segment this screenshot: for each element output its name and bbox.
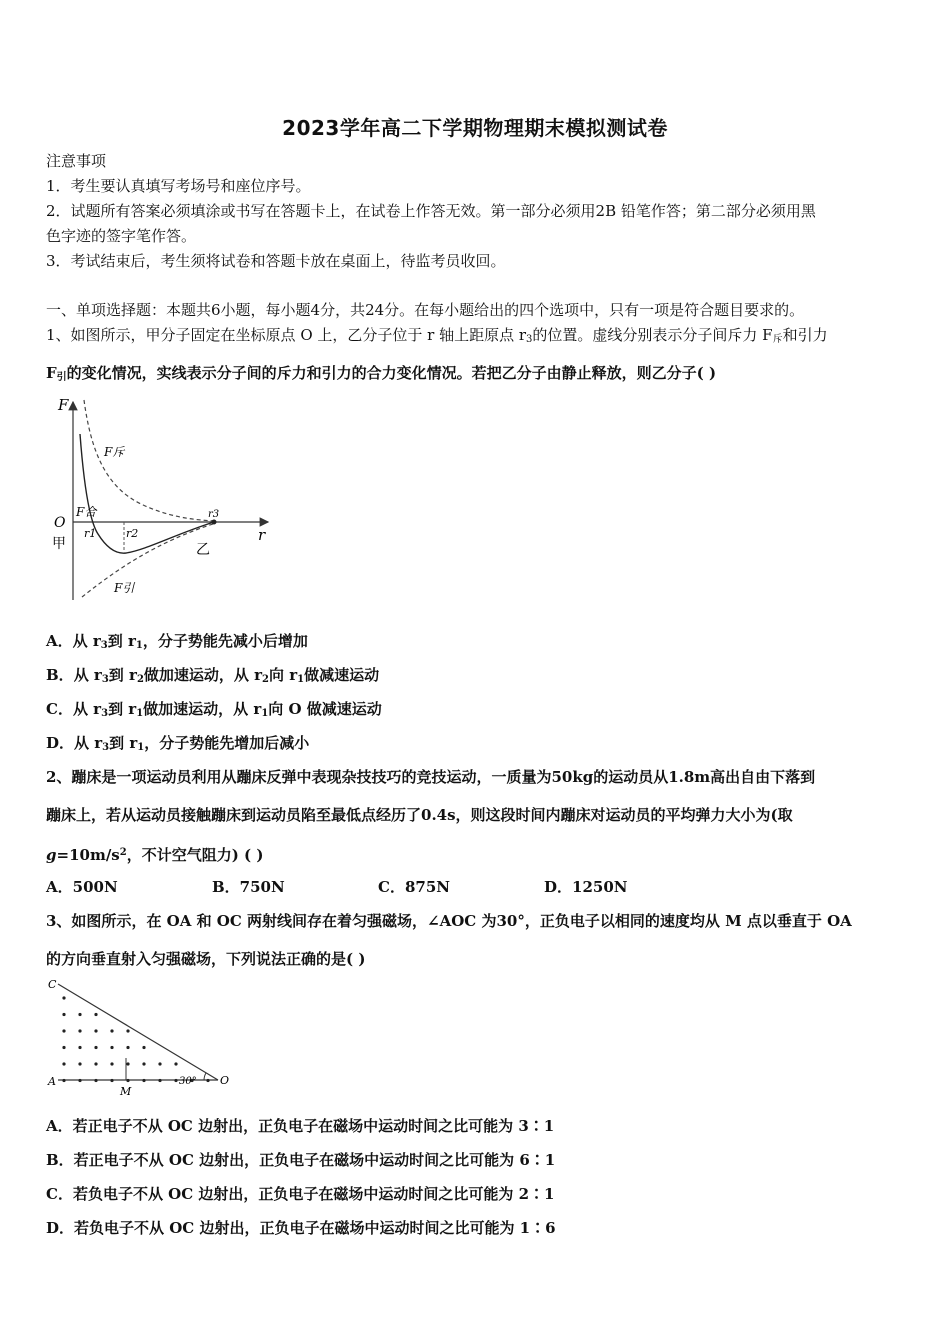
q2-option-d: D．1250N bbox=[544, 878, 628, 896]
r3-label: r3 bbox=[208, 509, 220, 520]
field-dot bbox=[174, 1079, 177, 1082]
molecule-yi bbox=[212, 520, 217, 525]
page-title: 2023学年高二下学期物理期末模拟测试卷 bbox=[282, 116, 668, 140]
field-dot bbox=[78, 1013, 81, 1016]
attractive-label: F引 bbox=[114, 581, 135, 595]
field-dot bbox=[78, 1079, 81, 1082]
q2-option-b: B．750N bbox=[212, 878, 285, 896]
attractive-force-curve bbox=[82, 523, 216, 597]
field-dot bbox=[158, 1062, 161, 1065]
field-dot bbox=[94, 1013, 97, 1016]
field-dot bbox=[94, 1046, 97, 1049]
origin-label: O bbox=[54, 515, 66, 531]
q1-option-d: D．从 $r_3$到 $r_1$，分子势能先增加后减小 bbox=[46, 734, 310, 753]
question-2-line-1: 2、蹦床是一项运动员利用从蹦床反弹中表现杂技技巧的竞技运动，一质量为50kg的运动员从1.8m高出自由下落到 bbox=[46, 768, 816, 786]
field-dot bbox=[126, 1079, 129, 1082]
field-dot bbox=[174, 1062, 177, 1065]
repulsive-force-curve bbox=[84, 400, 216, 521]
q3-option-a: A．若正电子不从 OC 边射出，正负电子在磁场中运动时间之比可能为 3∶1 bbox=[46, 1117, 555, 1135]
field-dot bbox=[78, 1062, 81, 1065]
field-dot bbox=[142, 1062, 145, 1065]
oc-ray bbox=[58, 984, 218, 1080]
field-dot bbox=[126, 1062, 129, 1065]
field-dots bbox=[62, 996, 209, 1082]
q3-option-c: C．若负电子不从 OC 边射出，正负电子在磁场中运动时间之比可能为 2∶1 bbox=[46, 1185, 555, 1203]
notice-item-2: 2．试题所有答案必须填涂或书写在答题卡上，在试卷上作答无效。第一部分必须用2B 铅笔作答；第二部分必须用黑 bbox=[46, 202, 816, 220]
field-dot bbox=[110, 1029, 113, 1032]
field-dot bbox=[62, 1062, 65, 1065]
question-2-line-3: $g=10m/s^2$，不计空气阻力) ( ) bbox=[46, 846, 264, 864]
question-3-line-2: 的方向垂直射入匀强磁场，下列说法正确的是( ) bbox=[46, 950, 366, 968]
field-dot bbox=[62, 1079, 65, 1082]
field-dot bbox=[142, 1079, 145, 1082]
field-dot bbox=[62, 1013, 65, 1016]
q2-option-c: C．875N bbox=[378, 878, 450, 896]
molecule-jia-label: 甲 bbox=[52, 536, 66, 552]
field-dot bbox=[110, 1046, 113, 1049]
point-a-label: A bbox=[48, 1075, 56, 1088]
notice-item-2-cont: 色字迹的签字笔作答。 bbox=[46, 227, 197, 245]
field-dot bbox=[110, 1079, 113, 1082]
question-3-line-1: 3、如图所示，在 OA 和 OC 两射线间存在着匀强磁场，∠AOC 为30°，正负电子以相同的速度均从 M 点以垂直于 OA bbox=[46, 912, 852, 930]
f-axis-label: F bbox=[58, 396, 69, 414]
question-1-line-1: 1、如图所示，甲分子固定在坐标原点 O 上，乙分子位于 r 轴上距原点 $r_3$的位置。虚线分别表示分子间斥力 $F_斥$和引力 bbox=[46, 326, 828, 345]
field-dot bbox=[110, 1062, 113, 1065]
field-dot bbox=[78, 1046, 81, 1049]
field-dot bbox=[94, 1029, 97, 1032]
field-dot bbox=[126, 1029, 129, 1032]
field-dot bbox=[62, 1029, 65, 1032]
question-2-line-2: 蹦床上，若从运动员接触蹦床到运动员陷至最低点经历了0.4s，则这段时间内蹦床对运动员的平均弹力大小为(取 bbox=[46, 806, 793, 824]
section-heading: 一、单项选择题：本题共6小题，每小题4分，共24分。在每小题给出的四个选项中，只有一项是符合题目要求的。 bbox=[46, 301, 805, 319]
point-c-label: C bbox=[48, 978, 57, 991]
r2-label: r2 bbox=[126, 527, 139, 540]
repulsive-label: F斥 bbox=[104, 445, 125, 459]
q1-option-b: B．从 $r_3$到 $r_2$做加速运动，从 $r_2$向 $r_1$做减速运动 bbox=[46, 666, 380, 685]
question-1-line-2: $F_引$的变化情况，实线表示分子间的斥力和引力的合力变化情况。若把乙分子由静止释放，则乙分子( ) bbox=[46, 364, 717, 383]
resultant-force-curve bbox=[80, 434, 214, 553]
resultant-label: F合 bbox=[76, 505, 97, 519]
point-o-label: O bbox=[220, 1074, 230, 1087]
molecule-yi-label: 乙 bbox=[196, 542, 210, 558]
q1-option-c: C．从 $r_3$到 $r_1$做加速运动，从 $r_1$向 O 做减速运动 bbox=[46, 700, 382, 719]
notice-item-1: 1．考生要认真填写考场号和座位序号。 bbox=[46, 177, 311, 195]
magnetic-field-diagram bbox=[46, 974, 236, 1100]
point-m-label: M bbox=[120, 1085, 132, 1098]
field-dot bbox=[158, 1079, 161, 1082]
q2-option-a: A．500N bbox=[46, 878, 118, 896]
r-axis-label: r bbox=[258, 526, 266, 544]
notice-heading: 注意事项 bbox=[46, 152, 107, 170]
angle-label: 30° bbox=[179, 1076, 197, 1087]
field-dot bbox=[142, 1046, 145, 1049]
molecular-force-graph bbox=[46, 392, 276, 612]
q1-option-a: A．从 $r_3$到 $r_1$，分子势能先减小后增加 bbox=[46, 632, 308, 651]
q3-option-b: B．若正电子不从 OC 边射出，正负电子在磁场中运动时间之比可能为 6∶1 bbox=[46, 1151, 556, 1169]
r1-label: r1 bbox=[84, 527, 97, 540]
field-dot bbox=[94, 1079, 97, 1082]
field-dot bbox=[62, 996, 65, 999]
angle-arc bbox=[204, 1073, 206, 1080]
field-dot bbox=[62, 1046, 65, 1049]
notice-item-3: 3．考试结束后，考生须将试卷和答题卡放在桌面上，待监考员收回。 bbox=[46, 252, 506, 270]
field-dot bbox=[78, 1029, 81, 1032]
q2-options bbox=[46, 876, 710, 898]
q3-option-d: D．若负电子不从 OC 边射出，正负电子在磁场中运动时间之比可能为 1∶6 bbox=[46, 1219, 556, 1237]
field-dot bbox=[206, 1079, 209, 1082]
field-dot bbox=[94, 1062, 97, 1065]
field-dot bbox=[126, 1046, 129, 1049]
